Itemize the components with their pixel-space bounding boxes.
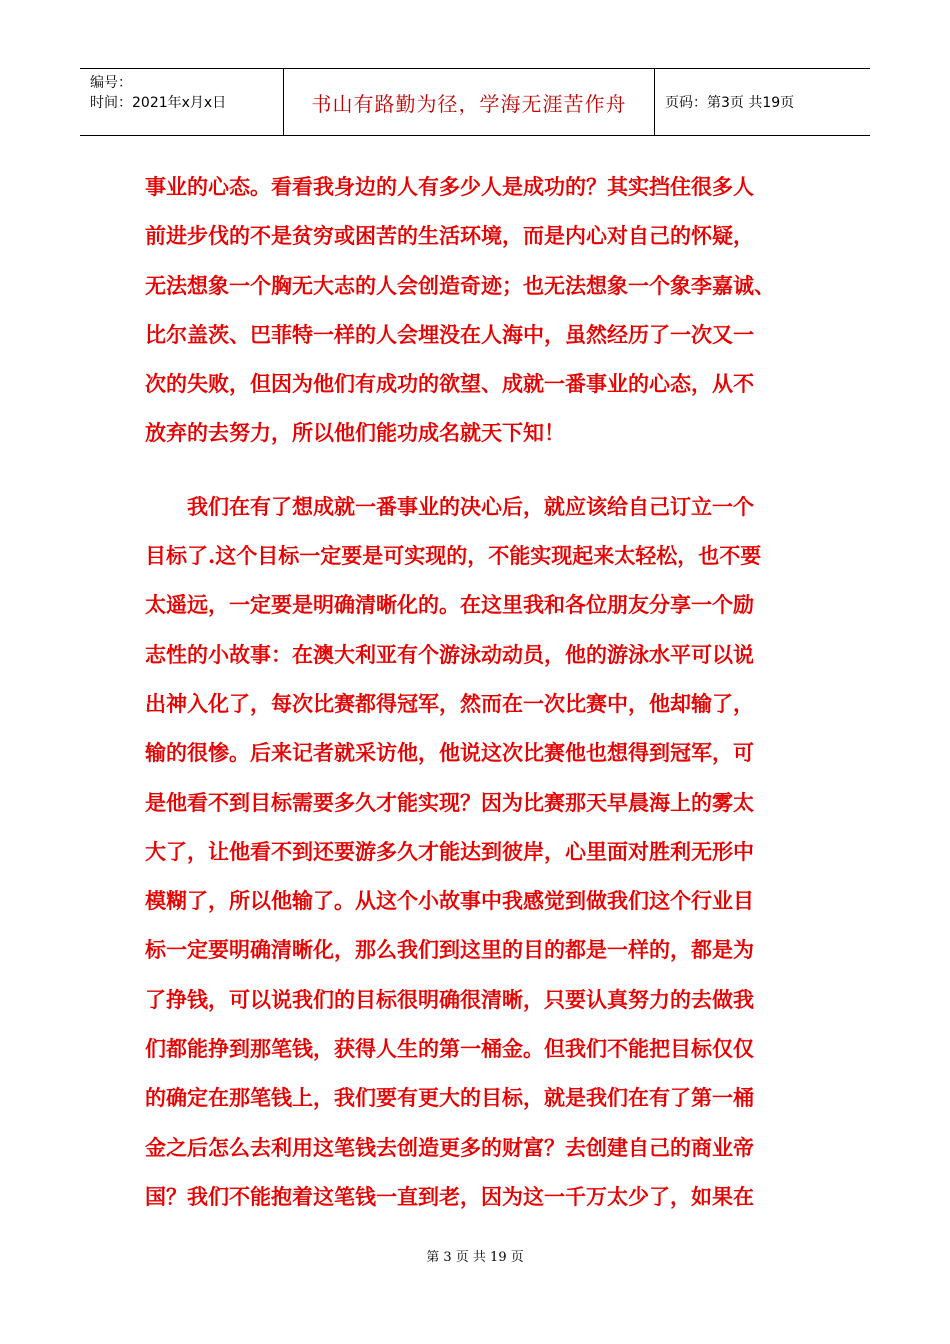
text-line: 出神入化了，每次比赛都得冠军，然而在一次比赛中，他却输了，	[145, 690, 754, 716]
text-line: 大了，让他看不到还要游多久才能达到彼岸，心里面对胜利无形中	[145, 838, 754, 864]
text-line: 了挣钱，可以说我们的目标很明确很清晰，只要认真努力的去做我	[145, 986, 754, 1012]
paragraph-2	[145, 482, 805, 1221]
text-line: 是他看不到目标需要多久才能实现？因为比赛那天早晨海上的雾太	[145, 789, 754, 815]
text-line: 我们在有了想成就一番事业的决心后，就应该给自己订立一个	[187, 493, 754, 519]
text-line: 标一定要明确清晰化，那么我们到这里的目的都是一样的，都是为	[145, 937, 754, 963]
text-line: 国？我们不能抱着这笔钱一直到老，因为这一千万太少了，如果在	[145, 1183, 754, 1209]
header-page-code: 页码：第3页 共19页	[665, 95, 795, 111]
text-line: 目标了.这个目标一定要是可实现的，不能实现起来太轻松，也不要	[145, 543, 762, 569]
text-line: 次的失败，但因为他们有成功的欲望、成就一番事业的心态，从不	[145, 371, 754, 397]
text-line: 们都能挣到那笔钱，获得人生的第一桶金。但我们不能把目标仅仅	[145, 1036, 754, 1062]
document-body	[145, 162, 805, 1221]
paragraph-1	[145, 162, 805, 458]
document-time-label: 时间：2021年x月x日	[90, 95, 227, 111]
text-line: 事业的心态。看看我身边的人有多少人是成功的？其实挡住很多人	[145, 174, 754, 199]
text-line: 模糊了，所以他输了。从这个小故事中我感觉到做我们这个行业目	[145, 888, 754, 914]
text-line: 比尔盖茨、巴菲特一样的人会埋没在人海中，虽然经历了一次又一	[145, 321, 754, 347]
text-line: 的确定在那笔钱上，我们要有更大的目标，就是我们在有了第一桶	[145, 1085, 754, 1111]
header-motto: 书山有路勤为径，学海无涯苦作舟	[283, 69, 655, 135]
text-line: 金之后怎么去利用这笔钱去创造更多的财富？去创建自己的商业帝	[145, 1134, 754, 1160]
text-line: 无法想象一个胸无大志的人会创造奇迹；也无法想象一个象李嘉诚、	[145, 272, 775, 298]
document-number-label: 编号：	[90, 75, 132, 91]
text-line: 输的很惨。后来记者就采访他，他说这次比赛他也想得到冠军，可	[145, 740, 754, 766]
page-footer: 第 3 页 共 19 页	[426, 1250, 524, 1265]
header-left-cell	[80, 69, 283, 135]
text-line: 太遥远，一定要是明确清晰化的。在这里我和各位朋友分享一个励	[145, 592, 754, 618]
text-line: 放弃的去努力，所以他们能功成名就天下知！	[145, 420, 565, 446]
text-line: 志性的小故事：在澳大利亚有个游泳动动员，他的游泳水平可以说	[145, 641, 754, 667]
text-line: 前进步伐的不是贫穷或困苦的生活环境，而是内心对自己的怀疑，	[145, 223, 754, 249]
document-header	[80, 68, 870, 136]
